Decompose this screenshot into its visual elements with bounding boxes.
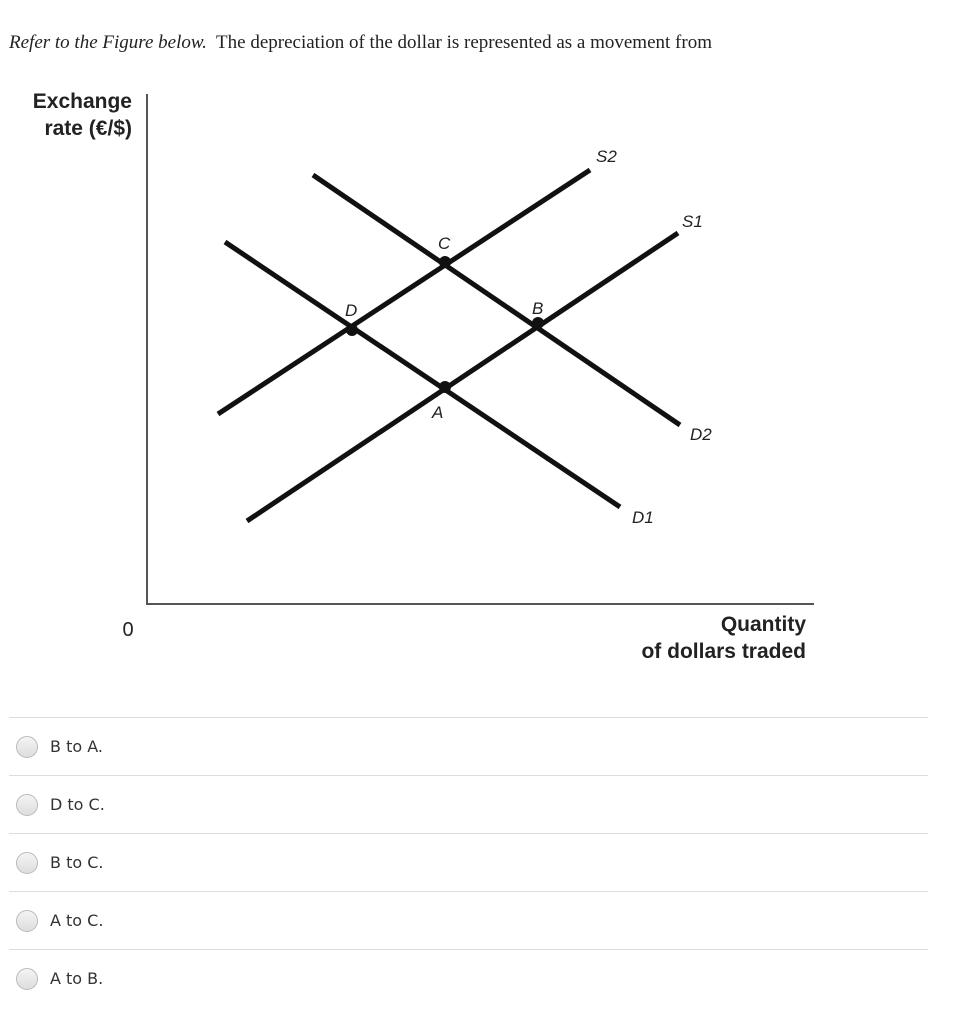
option-label: B to A. — [50, 737, 103, 756]
supply-curve-s2 — [218, 170, 590, 414]
curve-s2-label: S2 — [596, 147, 617, 166]
curve-s1-label: S1 — [682, 212, 703, 231]
point-d-label: D — [345, 301, 358, 320]
question-lead: Refer to the Figure below. — [9, 32, 207, 53]
radio-button[interactable] — [16, 794, 38, 816]
point-b-marker — [532, 317, 544, 329]
y-axis-label-1: Exchange — [32, 90, 132, 113]
option-label: D to C. — [50, 795, 105, 814]
curve-d1-label: D1 — [632, 508, 654, 527]
point-c-label: C — [438, 234, 451, 253]
demand-curve-d2 — [313, 175, 680, 425]
point-d-marker — [346, 324, 358, 336]
option-a-to-c[interactable] — [9, 891, 928, 949]
option-d-to-c[interactable] — [9, 775, 928, 833]
option-label: A to C. — [50, 911, 104, 930]
radio-button[interactable] — [16, 910, 38, 932]
radio-button[interactable] — [16, 852, 38, 874]
question-body: The depreciation of the dollar is represented as a movement from — [216, 32, 712, 53]
point-b-label: B — [532, 299, 544, 318]
option-b-to-a[interactable] — [9, 717, 928, 775]
radio-button[interactable] — [16, 736, 38, 758]
origin-label: 0 — [122, 619, 134, 641]
point-a-label: A — [432, 403, 444, 422]
point-a-marker — [439, 381, 451, 393]
x-axis-label-2: of dollars traded — [641, 640, 806, 663]
option-a-to-b[interactable] — [9, 949, 928, 1007]
radio-button[interactable] — [16, 968, 38, 990]
y-axis-label-2: rate (€/$) — [44, 117, 132, 140]
option-label: A to B. — [50, 969, 104, 988]
point-c-marker — [439, 256, 451, 268]
option-label: B to C. — [50, 853, 104, 872]
answer-options — [9, 717, 928, 1007]
option-b-to-c[interactable] — [9, 833, 928, 891]
curve-d2-label: D2 — [690, 425, 712, 444]
x-axis-label-1: Quantity — [720, 613, 806, 636]
